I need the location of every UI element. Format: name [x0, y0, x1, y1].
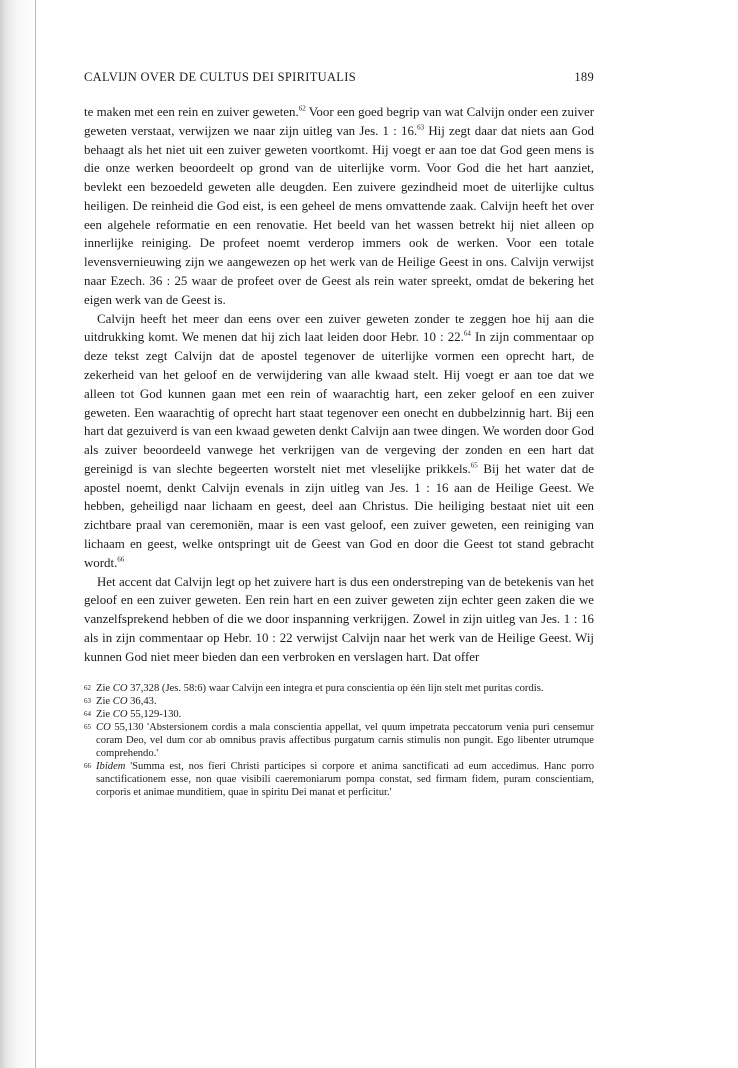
footnote-abbrev: Ibidem: [96, 761, 126, 773]
text-run: Hij zegt daar dat niets aan God behaagt als het niet uit een zuiver geweten voortkomt. Hij voegt er aan toe dat God geen mens is die onze werken beoordeelt op grond van de uiterlijke vorm. Voor God die het hart aanziet, bevlekt een bezoedeld geweten alle deugden. Een zuivere gezindheid moet de uiterlijke cultus heiligen. De reinheid die God eist, is een geheel de mens omvattende zaak. Calvijn heeft het over een algehele reformatie en een renovatie. Het beeld van het wassen betrekt hij niet alleen op innerlijke reiniging. De profeet noemt verderop immers ook de werken. Voor een totale levensvernieuwing zijn we aangewezen op het werk van de Heilige Geest in ons. Calvijn verwijst naar Ezech. 36 : 25 waar de profeet over de Geest als rein water spreekt, omdat de bekering het eigen werk van de Geest is.: [84, 123, 594, 307]
book-page: [84, 70, 594, 799]
text-run: Het accent dat Calvijn legt op het zuivere hart is dus een onderstreping van de betekenis van het geloof en een zuiver geweten. Een rein hart en een zuiver geweten zijn echter geen zaken die we vanzelfsprekend hebben of die we door inspanning verkrijgen. Zowel in zijn uitleg van Jes. 1 : 16 als in zijn commentaar op Hebr. 10 : 22 verwijst Calvijn naar het werk van de Heilige Geest. Wij kunnen God niet meer bieden dan een verbroken en verslagen hart. Dat offer: [84, 574, 594, 664]
footnote-number: 62: [84, 684, 91, 693]
footnote-ref: 65: [470, 461, 478, 470]
footnote-prefix: Zie: [96, 709, 113, 721]
footnote-number: 65: [84, 723, 91, 732]
footnote: [84, 721, 594, 760]
footnote-number: 66: [84, 762, 91, 771]
footnote-text: 55,129-130.: [127, 709, 182, 721]
footnote-number: 64: [84, 710, 91, 719]
footnote: [84, 682, 594, 695]
running-header: [84, 70, 594, 85]
footnote-ref: 62: [298, 104, 306, 113]
scan-margin-shadow: [0, 0, 40, 1068]
footnote: [84, 708, 594, 721]
text-run: Voor een goed begrip van wat Calvijn onder een zuiver geweten verstaat, verwijzen we naar zijn uitleg van Jes. 1 : 16.: [84, 105, 594, 138]
footnote-abbrev: CO: [112, 683, 128, 695]
footnotes: [84, 682, 594, 799]
footnote-abbrev: CO: [112, 696, 128, 708]
running-title: CALVIJN OVER DE CULTUS DEI SPIRITUALIS: [84, 70, 356, 84]
footnote-number: 63: [84, 697, 91, 706]
paragraph-3: [84, 573, 594, 667]
text-run: Bij het water dat de apostel noemt, denkt Calvijn evenals in zijn uitleg van Jes. 1 : 16 aan de Heilige Geest. We hebben, geheiligd naar lichaam en geest, deel aan Christus. Die heiliging bestaat niet uit een zichtbare praal van ceremoniën, maar is een vast geloof, een zuiver geweten, een reiniging van lichaam en geest, welke ontspringt uit de Geest van God en door die Geest tot stand gebracht wordt.: [84, 461, 594, 570]
scan-binding-line: [35, 0, 36, 1068]
footnote-abbrev: CO: [96, 722, 111, 734]
footnote-ref: 63: [417, 123, 425, 132]
footnote: [84, 695, 594, 708]
text-run: Calvijn heeft het meer dan eens over een zuiver geweten zonder te zeggen hoe hij aan die uitdrukking komt. We menen dat hij zich laat leiden door Hebr. 10 : 22.: [84, 311, 594, 345]
footnote-prefix: Zie: [96, 696, 113, 708]
footnote: [84, 760, 594, 799]
footnote-text: 36,43.: [127, 696, 157, 708]
page-number: 189: [574, 70, 594, 84]
text-run: In zijn commentaar op deze tekst zegt Calvijn dat de apostel tegenover de uiterlijke vormen een oprecht hart, de zekerheid van het geloof en de verwijdering van alle kwaad stelt. Hij voegt er aan toe dat we alleen tot God kunnen gaan met een rein of waarachtig hart, een zeker geloof en een zuiver geweten. Een waarachtig of oprecht hart staat tegenover een onecht en dubbelzinnig hart. Bij een hart dat gezuiverd is van een kwaad geweten denkt Calvijn aan twee dingen. We worden door God als zuiver beoordeeld vanwege het verkrijgen van de vergeving der zonden en een hart dat gereinigd is van slechte begeerten worstelt niet met vleselijke prikkels.: [84, 330, 594, 476]
footnote-text: 55,130 'Abstersionem cordis a mala conscientia appellat, vel quum impetrata peccatorum venia puri censemur coram Deo, vel dum cor ab omnibus pravis affectibus purgatum carnis stimulis non pungit. Ego libenter utrumque comprehendo.': [96, 722, 594, 760]
footnote-prefix: Zie: [96, 683, 113, 695]
footnote-abbrev: CO: [112, 709, 128, 721]
footnote-text: 'Summa est, nos fieri Christi participes si corpore et anima sanctificati ad eum accedimus. Hanc porro sanctificationem esse, non quae visibili caeremoniarum pompa constat, sed firmam fidem, puram conscientiam, corporis et animae munditiem, quae in spiritu Dei manat et perficitur.': [96, 761, 594, 799]
paragraph-1: [84, 103, 594, 310]
text-run: te maken met een rein en zuiver geweten.: [84, 105, 299, 119]
footnote-ref: 66: [117, 555, 125, 564]
footnote-text: 37,328 (Jes. 58:6) waar Calvijn een integra et pura conscientia op één lijn stelt met puritas cordis.: [127, 683, 544, 695]
footnote-ref: 64: [463, 330, 471, 339]
paragraph-2: [84, 310, 594, 573]
body-text: [84, 103, 594, 666]
